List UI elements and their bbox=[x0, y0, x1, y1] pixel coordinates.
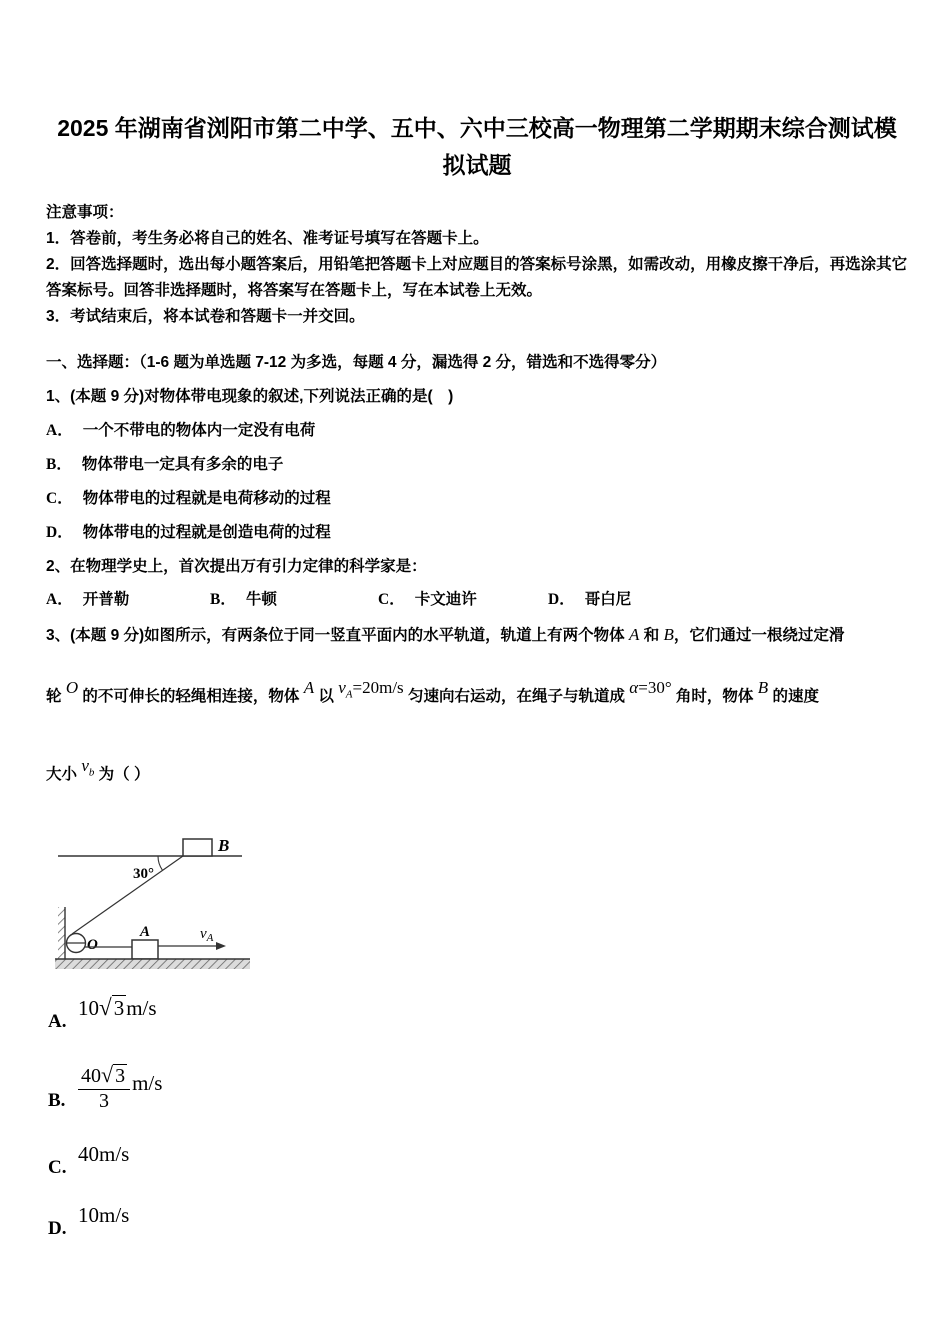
q2-option-c-text: 卡文迪许 bbox=[414, 591, 477, 608]
q3-l2-text4: 匀速向右运动，在绳子与轨道成 bbox=[403, 688, 630, 705]
q1-option-d-label: D． bbox=[46, 524, 73, 541]
q3-option-d bbox=[48, 1202, 908, 1240]
notice-item-1: 1．答卷前，考生务必将自己的姓名、准考证号填写在答题卡上。 bbox=[46, 230, 489, 247]
section-heading: 一、选择题：（1-6 题为单选题 7-12 为多选，每题 4 分，漏选得 2 分，错选和不选得零分） bbox=[46, 354, 667, 371]
q2-option-b-text: 牛顿 bbox=[245, 591, 277, 608]
q2-option-d-label: D． bbox=[548, 591, 575, 608]
q1-option-c-label: C． bbox=[46, 490, 73, 507]
q3-figure bbox=[50, 830, 260, 974]
notice-item-3: 3．考试结束后，将本试卷和答题卡一并交回。 bbox=[46, 308, 365, 325]
q1-option-a-text: 一个不带电的物体内一定没有电荷 bbox=[82, 422, 316, 439]
q2-option-b bbox=[210, 587, 378, 613]
q3-var-b2: B bbox=[757, 678, 769, 697]
wall-hatch bbox=[58, 907, 65, 959]
q3-formula-va-v: v bbox=[338, 678, 346, 697]
q3-option-a-radicand: 3 bbox=[113, 995, 125, 1020]
q3-option-b-fraction bbox=[78, 1063, 130, 1112]
q3-option-d-value: 10m/s bbox=[78, 1202, 130, 1227]
q3-option-a-value bbox=[78, 994, 157, 1021]
q2-option-a-text: 开普勒 bbox=[82, 591, 130, 608]
q3-var-o: O bbox=[65, 678, 79, 697]
q3-stem-line1 bbox=[46, 622, 908, 649]
q1-option-b bbox=[46, 452, 908, 478]
angle-arc bbox=[158, 856, 163, 870]
q3-formula-alpha-var: α bbox=[629, 678, 639, 697]
q3-var-a2: A bbox=[303, 678, 315, 697]
q3-formula-va-sub: A bbox=[345, 688, 353, 701]
velocity-label bbox=[200, 926, 214, 944]
q2-stem: 2、在物理学史上，首次提出万有引力定律的科学家是： bbox=[46, 558, 427, 575]
q3-l2-text2: 的不可伸长的轻绳相连接，物体 bbox=[78, 688, 304, 705]
block-a-label: A bbox=[140, 923, 151, 940]
q3-option-b-label: B. bbox=[48, 1089, 66, 1111]
q3-formula-vb-sub: b bbox=[88, 766, 95, 779]
q3-option-a-coef: 10 bbox=[78, 995, 99, 1020]
q2-option-c bbox=[378, 587, 548, 613]
q3-l2-text5: 角时，物体 bbox=[671, 688, 758, 705]
q3-l2-text1: 轮 bbox=[46, 688, 66, 705]
q3-var-a: A bbox=[629, 625, 640, 644]
q3-l3-text1: 大小 bbox=[46, 766, 82, 784]
pulley-label: O bbox=[87, 936, 98, 953]
q3-stem-line3 bbox=[46, 756, 908, 793]
q1-option-b-text: 物体带电一定具有多余的电子 bbox=[81, 456, 284, 473]
q2-option-c-label: C． bbox=[378, 591, 405, 608]
q3-option-b-num-coef: 40 bbox=[81, 1064, 101, 1087]
q3-option-d-label: D. bbox=[48, 1217, 67, 1239]
q3-l2-text6: 的速度 bbox=[768, 688, 819, 705]
q2-option-b-label: B． bbox=[210, 591, 236, 608]
rope-diagonal bbox=[72, 856, 183, 934]
block-b bbox=[183, 839, 212, 856]
pulley-diagram bbox=[50, 830, 260, 974]
q1-option-c bbox=[46, 486, 908, 512]
q3-option-b-num-radicand: 3 bbox=[115, 1064, 126, 1087]
q3-option-a-label: A. bbox=[48, 1010, 67, 1032]
q3-l2-text3: 以 bbox=[314, 688, 339, 705]
q3-formula-alpha-eq: =30° bbox=[638, 678, 672, 697]
q1-option-c-text: 物体带电的过程就是电荷移动的过程 bbox=[82, 490, 331, 507]
q2-option-a bbox=[46, 587, 210, 613]
notice-heading: 注意事项： bbox=[46, 204, 124, 221]
q3-l3-text2: 为（ ） bbox=[94, 766, 150, 784]
q3-option-c bbox=[48, 1141, 908, 1179]
q3-formula-vb-v: v bbox=[81, 756, 89, 776]
q3-formula-va-eq: =20m/s bbox=[352, 678, 404, 697]
block-a bbox=[132, 940, 158, 959]
block-b-label: B bbox=[218, 835, 230, 855]
sqrt-icon: √ bbox=[101, 1061, 114, 1087]
ground-hatch bbox=[55, 959, 250, 969]
sqrt-icon: √ bbox=[99, 993, 112, 1020]
q3-l1-text1: 3、(本题 9 分)如图所示，有两条位于同一竖直平面内的水平轨道，轨道上有两个物体 bbox=[46, 627, 629, 644]
q2-options-row bbox=[46, 587, 908, 613]
q3-formula-alpha bbox=[629, 675, 671, 701]
q3-option-a-unit: m/s bbox=[126, 995, 157, 1020]
q1-option-a-label: A． bbox=[46, 422, 73, 439]
q1-option-b-label: B． bbox=[46, 456, 72, 473]
velocity-label-v: v bbox=[200, 925, 207, 942]
q3-l1-text3: ，它们通过一根绕过定滑 bbox=[673, 627, 845, 644]
velocity-arrow-head bbox=[216, 942, 226, 950]
q3-stem-line2 bbox=[46, 678, 908, 715]
q3-option-b-numerator bbox=[78, 1063, 130, 1087]
notice-item-2: 2．回答选择题时，选出每小题答案后，用铅笔把答题卡上对应题目的答案标号涂黑，如需改动，用橡皮擦干净后，再选涂其它答案标号。回答非选择题时，将答案写在答题卡上，写在本试卷上无效。 bbox=[46, 256, 908, 299]
q1-option-d bbox=[46, 520, 908, 546]
page-title: 2025 年湖南省浏阳市第二中学、五中、六中三校高一物理第二学期期末综合测试模拟试题 bbox=[57, 115, 897, 178]
q3-var-b: B bbox=[663, 625, 674, 644]
angle-label: 30° bbox=[133, 865, 154, 882]
q3-option-b bbox=[48, 1063, 908, 1112]
q2-option-d-text: 哥白尼 bbox=[584, 591, 632, 608]
q3-formula-vb bbox=[81, 753, 94, 785]
q2-option-a-label: A． bbox=[46, 591, 73, 608]
q1-option-d-text: 物体带电的过程就是创造电荷的过程 bbox=[82, 524, 331, 541]
q3-formula-va bbox=[338, 675, 403, 707]
q1-stem: 1、(本题 9 分)对物体带电现象的叙述,下列说法正确的是( ) bbox=[46, 388, 454, 405]
velocity-label-sub: A bbox=[206, 931, 214, 944]
q3-l1-text2: 和 bbox=[639, 627, 664, 644]
q3-option-c-value: 40m/s bbox=[78, 1141, 130, 1166]
q3-option-a bbox=[48, 993, 908, 1033]
q3-option-c-label: C. bbox=[48, 1156, 67, 1178]
q2-option-d bbox=[548, 587, 631, 613]
q3-option-b-unit: m/s bbox=[132, 1070, 163, 1095]
q3-option-b-denominator: 3 bbox=[99, 1089, 110, 1112]
q1-option-a bbox=[46, 418, 908, 444]
notice-section bbox=[46, 200, 908, 330]
